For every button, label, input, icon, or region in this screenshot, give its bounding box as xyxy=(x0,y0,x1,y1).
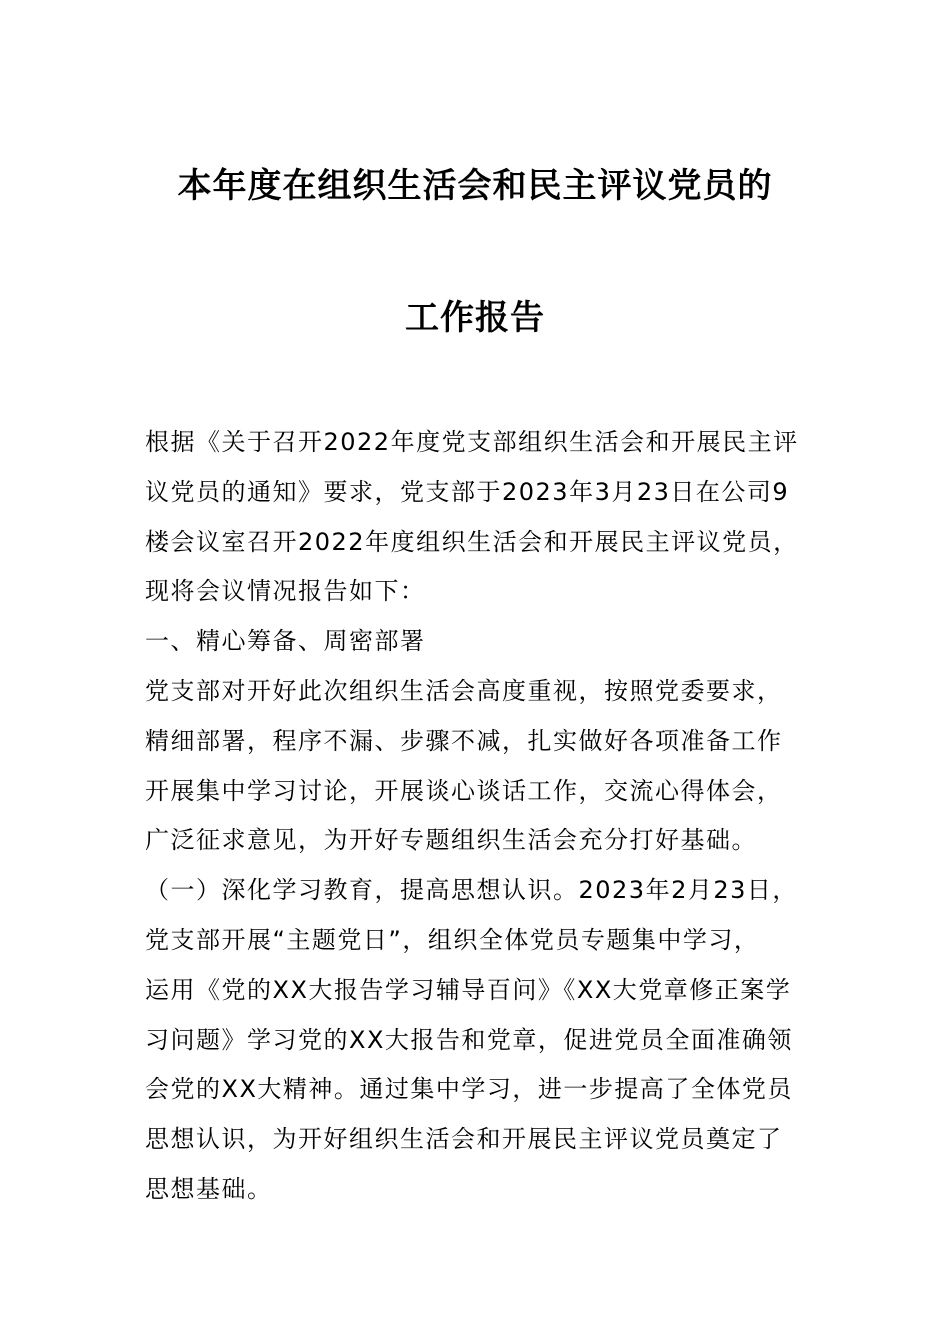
body-line: 楼会议室召开2022年度组织生活会和开展民主评议党员， xyxy=(145,527,799,556)
body-line: 运用《党的XX大报告学习辅导百问》《XX大党章修正案学 xyxy=(145,975,792,1004)
body-line: 议党员的通知》要求，党支部于2023年3月23日在公司9 xyxy=(145,477,790,506)
body-line: 广泛征求意见，为开好专题组织生活会充分打好基础。 xyxy=(145,826,757,855)
document-body xyxy=(145,418,815,1215)
body-line: 会党的XX大精神。通过集中学习，进一步提高了全体党员 xyxy=(145,1075,793,1104)
body-line: 习问题》学习党的XX大报告和党章，促进党员全面准确领 xyxy=(145,1025,793,1054)
subsection-line: （一）深化学习教育，提高思想认识。2023年2月23日， xyxy=(145,876,798,905)
body-line: 思想基础。 xyxy=(145,1174,273,1203)
document-title-line-2: 工作报告 xyxy=(405,298,545,338)
body-line: 思想认识，为开好组织生活会和开展民主评议党员奠定了 xyxy=(145,1125,783,1154)
body-line: 党支部开展“主题党日”，组织全体党员专题集中学习， xyxy=(145,925,760,954)
body-line: 精细部署，程序不漏、步骤不减，扎实做好各项准备工作 xyxy=(145,726,783,755)
body-line: 开展集中学习讨论，开展谈心谈话工作，交流心得体会， xyxy=(145,776,783,805)
body-line: 根据《关于召开2022年度党支部组织生活会和开展民主评 xyxy=(145,428,799,456)
section-heading: 一、精心筹备、周密部署 xyxy=(145,627,426,656)
document-title-line-1: 本年度在组织生活会和民主评议党员的 xyxy=(177,166,773,206)
body-line: 党支部对开好此次组织生活会高度重视，按照党委要求， xyxy=(145,676,783,705)
body-line: 现将会议情况报告如下： xyxy=(145,577,426,606)
